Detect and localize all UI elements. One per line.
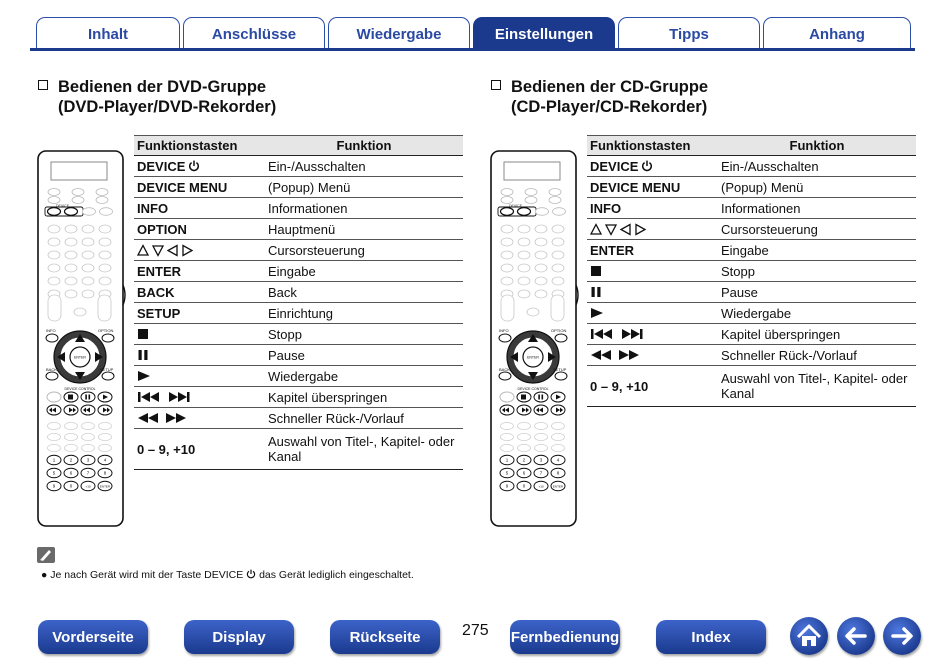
remote-number-label: 9 <box>505 483 509 489</box>
function-description: Cursorsteuerung <box>265 240 463 261</box>
table-row <box>134 387 463 408</box>
stop-icon <box>137 327 149 342</box>
remote-number-label: 1 <box>52 457 56 463</box>
table-row <box>134 177 463 198</box>
function-key-cell <box>587 366 718 407</box>
function-description: (Popup) Menü <box>718 177 916 198</box>
function-key-cell <box>134 282 265 303</box>
function-description: Eingabe <box>265 261 463 282</box>
note-text-after: das Gerät lediglich eingeschaltet. <box>259 569 414 581</box>
remote-number-label: +10 <box>538 484 544 489</box>
bullet: ● <box>41 569 48 581</box>
column-header-function: Funktion <box>718 136 916 156</box>
arrow-right-icon <box>883 617 921 655</box>
checkbox-bullet-icon <box>491 80 501 90</box>
function-key-label: INFO <box>590 200 622 216</box>
remote-number-label: 7 <box>539 470 543 476</box>
function-description: Pause <box>718 282 916 303</box>
function-description: Informationen <box>718 198 916 219</box>
tab-tipps[interactable]: Tipps <box>618 17 760 51</box>
device-label: DEVICE <box>56 204 70 208</box>
function-key-cell <box>134 240 265 261</box>
home-button[interactable] <box>790 617 828 655</box>
remote-number-label: 4 <box>103 457 107 463</box>
play-icon <box>590 306 604 321</box>
device-label: DEVICE <box>509 204 523 208</box>
remote-control-cd <box>489 150 579 528</box>
nav-vorderseite-button[interactable]: Vorderseite <box>38 620 148 654</box>
remote-number-label: 3 <box>86 457 90 463</box>
table-row <box>587 219 916 240</box>
dvd-heading-line2: (DVD-Player/DVD-Rekorder) <box>58 98 277 116</box>
remote-number-label: 7 <box>86 470 90 476</box>
tab-inhalt[interactable]: Inhalt <box>36 17 180 51</box>
skip-icon <box>590 327 646 342</box>
table-row <box>134 240 463 261</box>
function-key-cell <box>587 177 718 198</box>
function-key-label: 0 – 9, +10 <box>590 378 649 394</box>
setup-label: SETUP <box>553 367 567 372</box>
remote-number-label: 3 <box>539 457 543 463</box>
function-key-cell <box>134 156 265 177</box>
table-row <box>587 177 916 198</box>
function-description: Stopp <box>265 324 463 345</box>
tab-underline <box>30 48 915 51</box>
function-description: Auswahl von Titel-, Kapitel- oder Kanal <box>265 429 463 470</box>
table-row <box>134 345 463 366</box>
table-row <box>134 282 463 303</box>
power-icon <box>185 159 200 174</box>
info-label: INFO <box>46 328 56 333</box>
nav-display-button[interactable]: Display <box>184 620 294 654</box>
rewind-forward-icon <box>590 348 642 363</box>
function-key-cell <box>134 198 265 219</box>
back-label: BACK <box>499 367 510 372</box>
remote-device-power-button <box>48 208 61 216</box>
function-key-label: ENTER <box>137 263 182 279</box>
function-key-cell <box>134 324 265 345</box>
function-description: Einrichtung <box>265 303 463 324</box>
function-key-label: DEVICE <box>137 158 186 174</box>
remote-number-label: 6 <box>522 470 526 476</box>
table-row <box>134 198 463 219</box>
dvd-function-table <box>134 135 463 470</box>
table-row <box>134 429 463 470</box>
checkbox-bullet-icon <box>38 80 48 90</box>
table-row <box>587 198 916 219</box>
column-header-function: Funktion <box>265 136 463 156</box>
pause-icon <box>137 348 149 363</box>
power-icon <box>638 159 653 174</box>
function-key-label: 0 – 9, +10 <box>137 441 196 457</box>
function-key-cell <box>134 219 265 240</box>
function-key-cell <box>134 408 265 429</box>
cursor-arrows-icon <box>590 222 652 237</box>
function-key-label: ENTER <box>590 242 635 258</box>
function-description: Schneller Rück-/Vorlauf <box>718 345 916 366</box>
remote-number-label: 2 <box>522 457 526 463</box>
setup-label: SETUP <box>100 367 114 372</box>
table-row <box>134 366 463 387</box>
remote-number-label: 1 <box>505 457 509 463</box>
function-description: Cursorsteuerung <box>718 219 916 240</box>
function-description: Hauptmenü <box>265 219 463 240</box>
remote-display <box>504 162 560 180</box>
rewind-forward-icon <box>137 411 189 426</box>
device-control-label: DEVICE CONTROL <box>64 387 96 391</box>
note-text <box>41 569 414 581</box>
dvd-heading-line1: Bedienen der DVD-Gruppe <box>58 78 267 96</box>
function-key-label: INFO <box>137 200 169 216</box>
back-button[interactable] <box>837 617 875 655</box>
remote-device-menu-button <box>65 208 78 216</box>
function-key-cell <box>587 345 718 366</box>
table-row <box>134 219 463 240</box>
cursor-arrows-icon <box>137 243 199 258</box>
pause-icon <box>590 285 602 300</box>
function-key-cell <box>587 198 718 219</box>
column-header-keys: Funktionstasten <box>587 136 718 156</box>
function-description: Back <box>265 282 463 303</box>
table-row <box>587 261 916 282</box>
remote-number-label: 5 <box>505 470 509 476</box>
function-description: Ein-/Ausschalten <box>265 156 463 177</box>
device-control-label: DEVICE CONTROL <box>517 387 549 391</box>
cd-heading-line2: (CD-Player/CD-Rekorder) <box>511 98 708 116</box>
enter-label: ENTER <box>527 355 539 360</box>
remote-number-label: 4 <box>556 457 560 463</box>
skip-icon <box>137 390 193 405</box>
enter-label: ENTER <box>74 355 86 360</box>
table-row <box>587 156 916 177</box>
table-row <box>587 324 916 345</box>
table-row <box>134 324 463 345</box>
power-icon <box>246 569 256 579</box>
remote-device-power-button <box>501 208 514 216</box>
page-number: 275 <box>462 622 489 639</box>
function-key-cell <box>134 177 265 198</box>
nav-index-button[interactable]: Index <box>656 620 766 654</box>
table-row <box>587 282 916 303</box>
tab-einstellungen[interactable]: Einstellungen <box>473 17 615 51</box>
remote-number-label: 8 <box>103 470 107 476</box>
table-row <box>134 156 463 177</box>
function-description: Stopp <box>718 261 916 282</box>
remote-number-label: 8 <box>556 470 560 476</box>
table-header-row <box>587 136 916 156</box>
function-description: Eingabe <box>718 240 916 261</box>
remote-number-label: 2 <box>69 457 73 463</box>
nav-fernbedienung-button[interactable]: Fernbedienung <box>510 620 620 654</box>
function-description: (Popup) Menü <box>265 177 463 198</box>
stop-icon <box>590 264 602 279</box>
function-key-cell <box>587 156 718 177</box>
function-key-cell <box>587 324 718 345</box>
function-key-label: BACK <box>137 284 175 300</box>
option-label: OPTION <box>98 328 114 333</box>
table-row <box>587 345 916 366</box>
tab-anschluesse[interactable]: Anschlüsse <box>183 17 325 51</box>
function-description: Auswahl von Titel-, Kapitel- oder Kanal <box>718 366 916 407</box>
function-description: Kapitel überspringen <box>265 387 463 408</box>
arrow-left-icon <box>837 617 875 655</box>
function-key-cell <box>134 261 265 282</box>
play-icon <box>137 369 151 384</box>
function-key-cell <box>587 240 718 261</box>
function-key-label: DEVICE MENU <box>590 179 681 195</box>
tab-anhang[interactable]: Anhang <box>763 17 911 51</box>
remote-number-label: ENTER <box>552 484 564 489</box>
function-description: Schneller Rück-/Vorlauf <box>265 408 463 429</box>
function-key-label: OPTION <box>137 221 187 237</box>
remote-number-label: 5 <box>52 470 56 476</box>
remote-number-label: 0 <box>522 483 526 489</box>
info-label: INFO <box>499 328 509 333</box>
table-header-row <box>134 136 463 156</box>
remote-display <box>51 162 107 180</box>
back-label: BACK <box>46 367 57 372</box>
remote-number-label: 6 <box>69 470 73 476</box>
function-key-cell <box>134 345 265 366</box>
tab-wiedergabe[interactable]: Wiedergabe <box>328 17 470 51</box>
function-key-cell <box>587 261 718 282</box>
function-description: Kapitel überspringen <box>718 324 916 345</box>
remote-number-label: 9 <box>52 483 56 489</box>
table-row <box>134 303 463 324</box>
remote-number-label: 0 <box>69 483 73 489</box>
forward-button[interactable] <box>883 617 921 655</box>
function-key-label: DEVICE <box>590 158 639 174</box>
option-label: OPTION <box>551 328 567 333</box>
function-description: Pause <box>265 345 463 366</box>
function-key-cell <box>587 303 718 324</box>
function-description: Wiedergabe <box>265 366 463 387</box>
note-text-before: Je nach Gerät wird mit der Taste DEVICE <box>50 569 244 581</box>
home-icon <box>790 617 828 655</box>
cd-heading-line1: Bedienen der CD-Gruppe <box>511 78 709 96</box>
function-key-cell <box>134 303 265 324</box>
remote-device-menu-button <box>518 208 531 216</box>
function-key-label: SETUP <box>137 305 181 321</box>
table-row <box>587 366 916 407</box>
table-row <box>134 408 463 429</box>
column-header-keys: Funktionstasten <box>134 136 265 156</box>
nav-rueckseite-button[interactable]: Rückseite <box>330 620 440 654</box>
cd-function-table <box>587 135 916 407</box>
function-description: Informationen <box>265 198 463 219</box>
remote-number-label: +10 <box>85 484 91 489</box>
function-key-cell <box>587 282 718 303</box>
table-row <box>587 303 916 324</box>
function-key-cell <box>134 387 265 408</box>
function-key-cell <box>134 429 265 470</box>
top-tab-bar <box>0 0 950 56</box>
pencil-note-icon <box>37 547 55 563</box>
table-row <box>134 261 463 282</box>
function-description: Wiedergabe <box>718 303 916 324</box>
function-key-cell <box>134 366 265 387</box>
remote-control-dvd <box>36 150 126 528</box>
remote-number-label: ENTER <box>99 484 111 489</box>
function-description: Ein-/Ausschalten <box>718 156 916 177</box>
function-key-cell <box>587 219 718 240</box>
function-key-label: DEVICE MENU <box>137 179 228 195</box>
table-row <box>587 240 916 261</box>
